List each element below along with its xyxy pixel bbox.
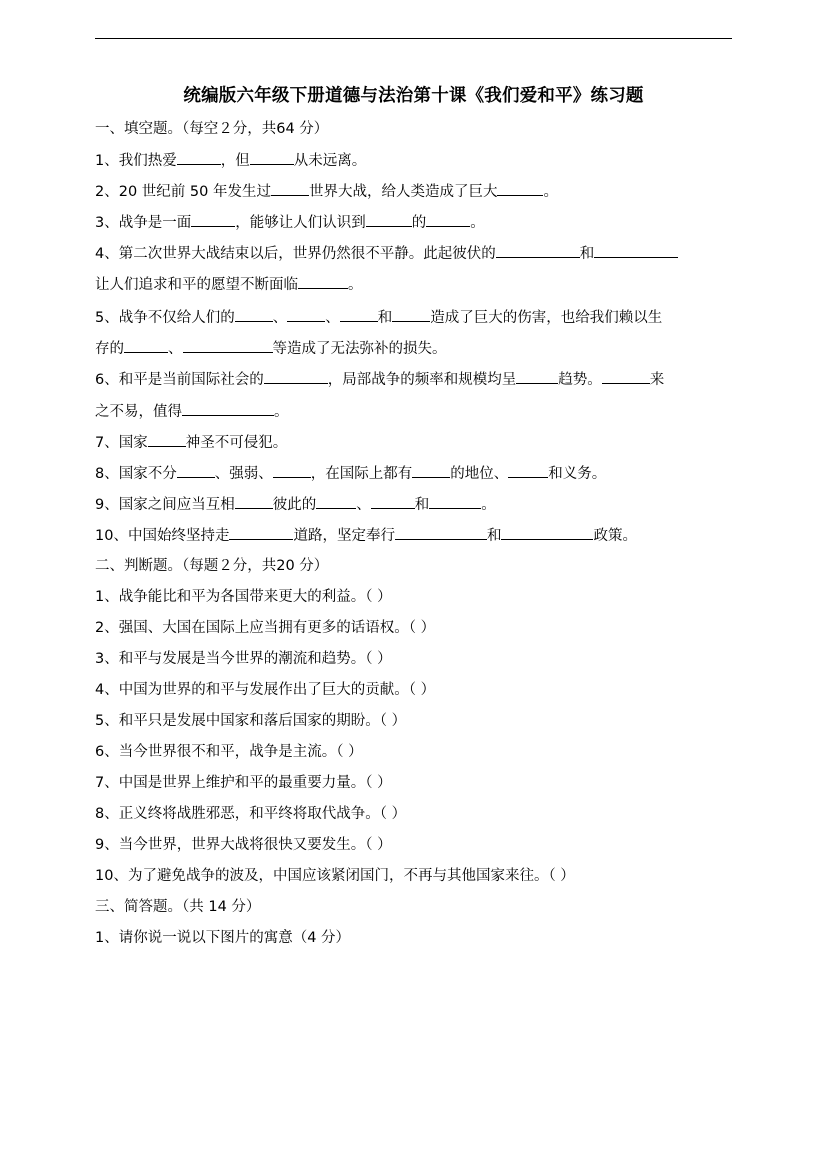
fill-question-5-cont: 存的 、 等造成了无法弥补的损失。 [95,338,735,359]
page-title: 统编版六年级下册道德与法治第十课《我们爱和平》练习题 [183,86,644,106]
answer-blank [191,212,235,227]
answer-blank [602,369,650,384]
judge-question-6: 6、当今世界很不和平，战争是主流。（ ） [95,744,363,760]
answer-blank [235,307,273,322]
answer-blank [392,307,430,322]
fill-question-6-cont: 之不易，值得 。 [95,401,735,422]
answer-blank [508,463,548,478]
fill-question-4: 4、第二次世界大战结束以后，世界仍然很不平静。此起彼伏的 和 [95,243,735,264]
answer-blank [496,243,580,258]
answer-blank [177,150,221,165]
answer-blank [273,463,311,478]
answer-blank [148,432,186,447]
answer-blank [412,463,450,478]
fill-question-1: 1、我们热爱 ，但 从未远离。 [95,150,735,171]
fill-question-7: 7、国家 神圣不可侵犯。 [95,432,735,453]
answer-blank [177,463,215,478]
answer-blank [497,181,543,196]
answer-blank [501,525,593,540]
answer-blank [298,274,348,289]
answer-blank [124,338,168,353]
answer-blank [250,150,294,165]
answer-blank [287,307,325,322]
answer-blank [183,338,273,353]
section-heading-short-answer: 三、简答题。（共 14 分） [95,899,261,915]
fill-question-6: 6、和平是当前国际社会的 ，局部战争的频率和规模均呈 趋势。 来 [95,369,735,390]
fill-question-9: 9、国家之间应当互相 彼此的 、 和 。 [95,494,735,515]
judge-question-7: 7、中国是世界上维护和平的最重要力量。（ ） [95,775,392,791]
short-answer-question-1: 1、请你说一说以下图片的寓意（4 分） [95,930,351,946]
answer-blank [516,369,558,384]
answer-blank [235,494,273,509]
judge-question-10: 10、为了避免战争的波及，中国应该紧闭国门，不再与其他国家来往。（ ） [95,868,575,884]
fill-question-2: 2、20 世纪前 50 年发生过 世界大战，给人类造成了巨大 。 [95,181,735,202]
header-rule [95,38,732,39]
answer-blank [371,494,415,509]
answer-blank [395,525,487,540]
answer-blank [271,181,309,196]
judge-question-5: 5、和平只是发展中国家和落后国家的期盼。（ ） [95,713,407,729]
judge-question-8: 8、正义终将战胜邪恶，和平终将取代战争。（ ） [95,806,407,822]
judge-question-3: 3、和平与发展是当今世界的潮流和趋势。（ ） [95,651,392,667]
fill-question-8: 8、国家不分 、强弱、 ，在国际上都有 的地位、 和义务。 [95,463,735,484]
answer-blank [340,307,378,322]
answer-blank [316,494,356,509]
answer-blank [366,212,412,227]
answer-blank [594,243,678,258]
answer-blank [426,212,470,227]
judge-question-9: 9、当今世界，世界大战将很快又要发生。（ ） [95,837,392,853]
answer-blank [229,525,293,540]
judge-question-2: 2、强国、大国在国际上应当拥有更多的话语权。（ ） [95,620,436,636]
answer-blank [429,494,481,509]
fill-question-4-cont: 让人们追求和平的愿望不断面临 。 [95,274,735,295]
fill-question-3: 3、战争是一面 ，能够让人们认识到 的 。 [95,212,735,233]
section-heading-true-false: 二、判断题。（每题２分，共20 分） [95,558,329,574]
judge-question-1: 1、战争能比和平为各国带来更大的利益。（ ） [95,589,392,605]
answer-blank [264,369,328,384]
judge-question-4: 4、中国为世界的和平与发展作出了巨大的贡献。（ ） [95,682,436,698]
answer-blank [182,401,274,416]
fill-question-10: 10、中国始终坚持走 道路，坚定奉行 和 政策。 [95,525,735,546]
section-heading-fill-blank: 一、填空题。（每空２分，共64 分） [95,121,329,137]
fill-question-5: 5、战争不仅给人们的 、 、 和 造成了巨大的伤害，也给我们赖以生 [95,307,735,328]
